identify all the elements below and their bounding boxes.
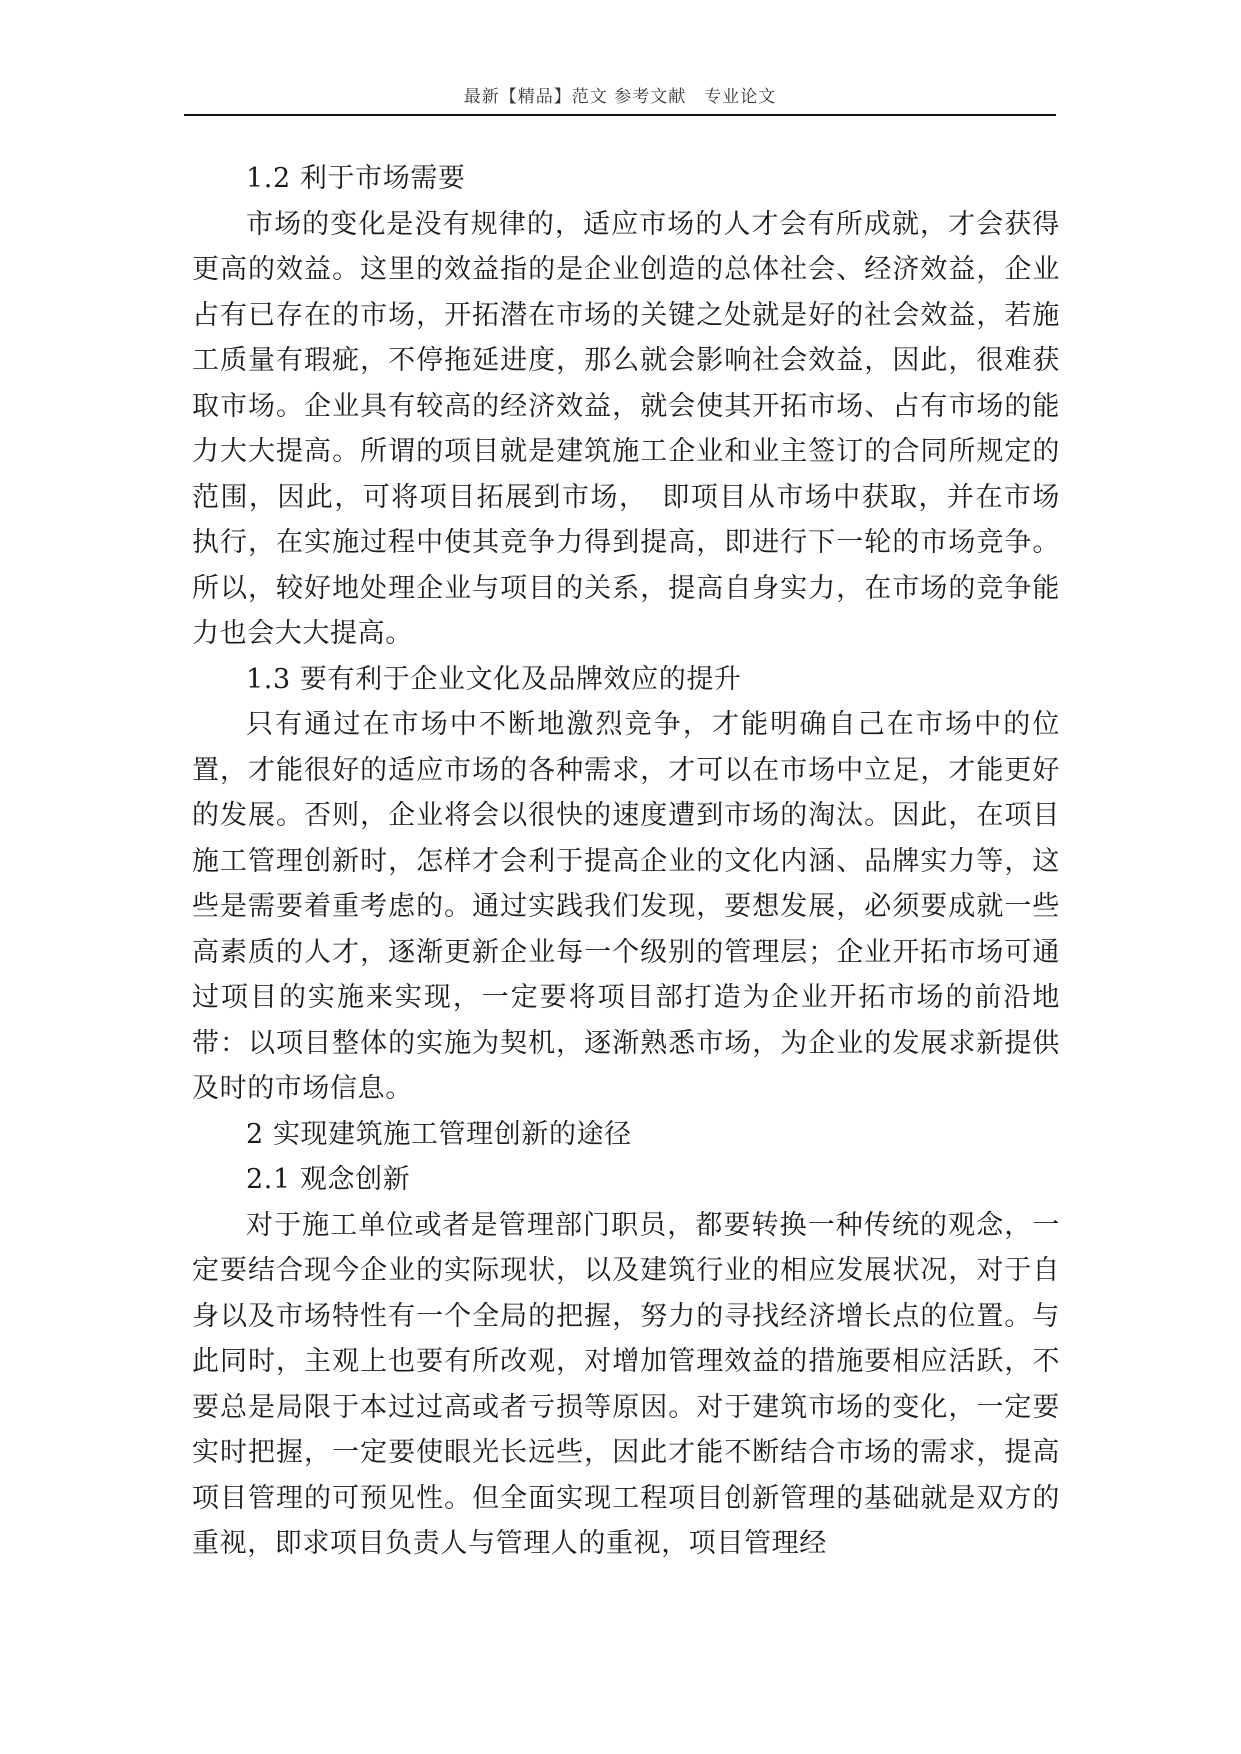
section-heading-1-2: 1.2 利于市场需要 [246,163,466,194]
section-heading-2-1: 2.1 观念创新 [246,1164,411,1195]
paragraph-2-1: 对于施工单位或者是管理部门职员，都要转换一种传统的观念，一定要结合现今企业的实际现状，以及建筑行业的相应发展状况，对于自身以及市场特性有一个全局的把握，努力的寻找经济增长点的位置。与此同时，主观上也要有所改观，对增加管理效益的措施要相应活跃，不要总是局限于本过过高或者亏损等原因。对于建筑市场的变化，一定要实时把握，一定要使眼光长远些，因此才能不断结合市场的需求，提高项目管理的可预见性。但全面实现工程项目创新管理的基础就是双方的重视，即求项目负责人与管理人的重视，项目管理经 [192,1209,1060,1559]
document-body [192,156,1060,1567]
section-heading-2: 2 实现建筑施工管理创新的途径 [246,1118,632,1150]
paragraph-1-2: 市场的变化是没有规律的，适应市场的人才会有所成就，才会获得更高的效益。这里的效益指的是企业创造的总体社会、经济效益，企业占有已存在的市场，开拓潜在市场的关键之处就是好的社会效益，若施工质量有瑕疵，不停拖延进度，那么就会影响社会效益，因此，很难获取市场。企业具有较高的经济效益，就会使其开拓市场、占有市场的能力大大提高。所谓的项目就是建筑施工企业和业主签订的合同所规定的范围，因此，可将项目拓展到市场， 即项目从市场中获取，并在市场执行，在实施过程中使其竞争力得到提高，即进行下一轮的市场竞争。所以，较好地处理企业与项目的关系，提高自身实力，在市场的竞争能力也会大大提高。 [192,208,1060,649]
section-heading-1-3: 1.3 要有利于企业文化及品牌效应的提升 [246,663,742,695]
header-divider [184,114,1056,116]
page-header: 最新【精品】范文 参考文献 专业论文 [463,87,777,107]
paragraph-1-3: 只有通过在市场中不断地激烈竞争，才能明确自己在市场中的位置，才能很好的适应市场的各种需求，才可以在市场中立足，才能更好的发展。否则，企业将会以很快的速度遭到市场的淘汰。因此，在项目施工管理创新时，怎样才会利于提高企业的文化内涵、品牌实力等，这些是需要着重考虑的。通过实践我们发现，要想发展，必须要成就一些高素质的人才，逐渐更新企业每一个级别的管理层；企业开拓市场可通过项目的实施来实现，一定要将项目部打造为企业开拓市场的前沿地带：以项目整体的实施为契机，逐渐熟悉市场，为企业的发展求新提供及时的市场信息。 [192,709,1060,1104]
